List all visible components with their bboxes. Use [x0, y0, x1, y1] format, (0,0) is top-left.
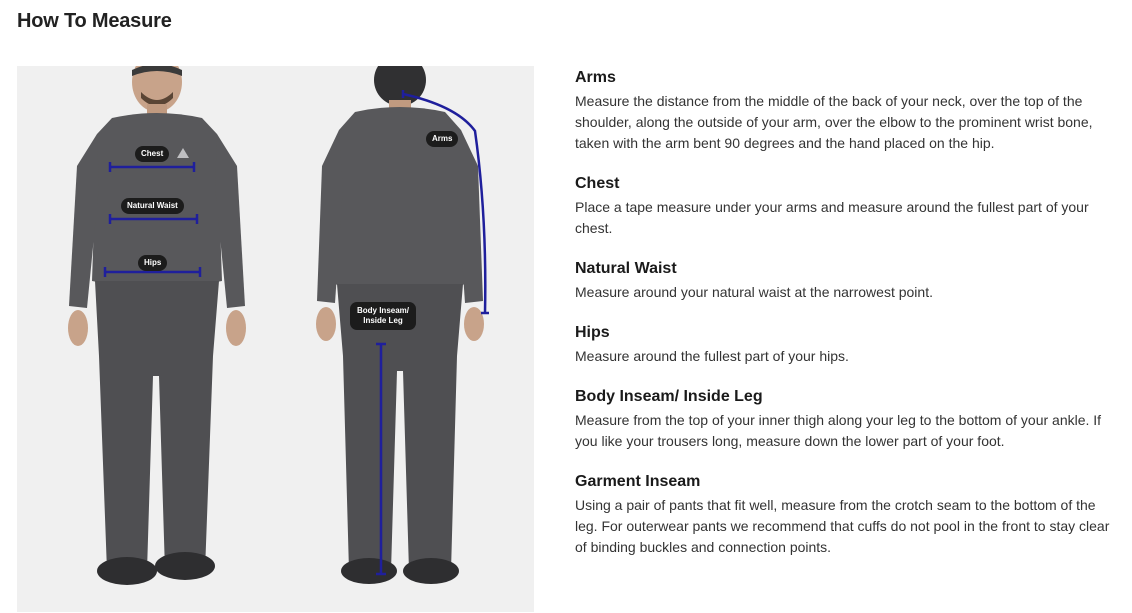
section-garment-inseam — [575, 472, 1115, 558]
section-heading: Garment Inseam — [575, 473, 701, 490]
section-heading: Chest — [575, 175, 620, 192]
measurement-descriptions — [575, 68, 1115, 578]
section-text: Place a tape measure under your arms and measure around the fullest part of your chest. — [575, 199, 1089, 236]
section-text: Using a pair of pants that fit well, measure from the crotch seam to the bottom of the leg. For outerwear pants we recommend that cuffs do not pool in the front to stay clear of binding buckles and connection points. — [575, 497, 1110, 555]
hips-label: Hips — [138, 255, 167, 271]
measurement-figure — [17, 66, 534, 612]
figure-illustration — [17, 66, 534, 612]
arms-label: Arms — [426, 131, 458, 147]
section-heading: Natural Waist — [575, 260, 677, 277]
page-title: How To Measure — [17, 10, 172, 32]
section-heading: Arms — [575, 69, 616, 86]
section-text: Measure around your natural waist at the narrowest point. — [575, 284, 933, 300]
section-natural-waist — [575, 259, 1115, 303]
section-heading: Hips — [575, 324, 610, 341]
inseam-label: Body Inseam/ Inside Leg — [350, 302, 416, 330]
section-hips — [575, 323, 1115, 367]
section-text: Measure the distance from the middle of the back of your neck, over the top of the shoulder, along the outside of your arm, over the elbow to the prominent wrist bone, taken with the arm bent 90 degrees and the hand placed on the hip. — [575, 93, 1093, 151]
section-text: Measure from the top of your inner thigh along your leg to the bottom of your ankle. If you like your trousers long, measure down the lower part of your foot. — [575, 412, 1102, 449]
section-heading: Body Inseam/ Inside Leg — [575, 388, 763, 405]
chest-label: Chest — [135, 146, 169, 162]
section-body-inseam — [575, 387, 1115, 452]
section-text: Measure around the fullest part of your hips. — [575, 348, 849, 364]
section-arms — [575, 68, 1115, 154]
section-chest — [575, 174, 1115, 239]
front-figure — [68, 66, 246, 585]
natural-waist-label: Natural Waist — [121, 198, 184, 214]
